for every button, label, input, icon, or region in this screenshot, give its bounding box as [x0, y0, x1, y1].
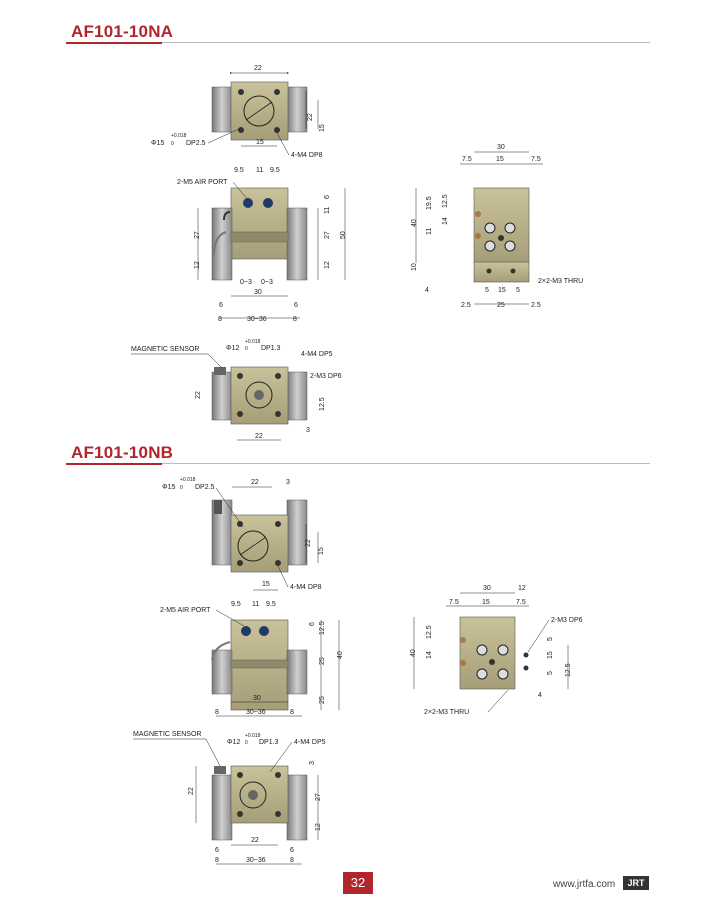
nb-front-dim-40: 40: [337, 651, 344, 659]
nb-bottom-dim-3036: 30~36: [246, 857, 266, 864]
nb-air-port: 2-M5 AIR PORT: [160, 607, 211, 614]
na-phi12-tol: +0.018: [245, 339, 261, 345]
na-m3-thru: 2×2-M3 THRU: [538, 278, 584, 285]
nb-side-dim-30: 30: [483, 585, 491, 592]
na-side-dim-11: 11: [426, 227, 433, 235]
nb-side-dim-125: 12.5: [426, 625, 433, 639]
na-top-dim-22v: 22: [307, 113, 314, 121]
na-side-view: [416, 152, 543, 304]
nb-side-dim-125b: 12.5: [565, 663, 572, 677]
nb-front-dim-95a: 9.5: [231, 601, 241, 608]
na-side-dim-25b: 2.5: [531, 302, 541, 309]
nb-bottom-dim-22v: 22: [188, 787, 195, 795]
na-front-dim-50: 50: [340, 231, 347, 239]
na-side-dim-25a: 2.5: [461, 302, 471, 309]
na-front-dim-11v: 11: [324, 206, 331, 214]
na-dp25: DP2.5: [186, 140, 206, 147]
nb-top-dim-22: 22: [251, 479, 259, 486]
na-top-dim-15: 15: [256, 139, 264, 146]
nb-side-dim-4: 4: [538, 692, 542, 699]
na-side-dim-195: 19.5: [426, 196, 433, 210]
na-front-dim-6: 6: [324, 195, 331, 199]
brand-logo: JRT: [623, 876, 649, 890]
na-air-port: 2-M5 AIR PORT: [177, 179, 228, 186]
nb-m3-dp6: 2-M3 DP6: [551, 617, 583, 624]
na-side-dim-75b: 7.5: [531, 156, 541, 163]
nb-front-dim-30: 30: [253, 695, 261, 702]
na-bottom-dim-22v: 22: [195, 391, 202, 399]
nb-front-dim-8b: 8: [290, 709, 294, 716]
na-dp13: DP1.3: [261, 345, 281, 352]
na-front-dim-03a: 0~3: [240, 279, 252, 286]
na-phi15-tol: +0.018: [171, 133, 187, 139]
nb-phi12-tol0: 0: [245, 740, 248, 746]
na-front-dim-95b: 9.5: [270, 167, 280, 174]
nb-top-dim-15v: 15: [318, 547, 325, 555]
nb-bottom-dim-8b: 8: [290, 857, 294, 864]
na-bottom-dim-125: 12.5: [319, 397, 326, 411]
nb-front-dim-95b: 9.5: [266, 601, 276, 608]
na-m3-dp6: 2-M3 DP6: [310, 373, 342, 380]
na-side-dim-14: 14: [442, 217, 449, 225]
na-side-dim-15: 15: [496, 156, 504, 163]
na-bottom-view: [212, 367, 307, 440]
na-side-dim-5b: 5: [516, 287, 520, 294]
nb-front-dim-25: 25: [319, 657, 326, 665]
nb-bottom-dim-6b: 6: [290, 847, 294, 854]
nb-bottom-dim-27: 27: [315, 793, 322, 801]
section-title-af101-10nb: AF101-10NB: [71, 443, 174, 462]
na-m4-dp5: 4-M4 DP5: [301, 351, 333, 358]
nb-front-dim-11: 11: [252, 601, 260, 608]
nb-side-dim-15v: 15: [547, 651, 554, 659]
nb-front-dim-8a: 8: [215, 709, 219, 716]
nb-phi15: Φ15: [162, 484, 176, 491]
na-side-dim-40: 40: [411, 219, 418, 227]
nb-bottom-dim-8a: 8: [215, 857, 219, 864]
na-magnetic-sensor: MAGNETIC SENSOR: [131, 346, 200, 353]
na-side-dim-75a: 7.5: [462, 156, 472, 163]
nb-dp25: DP2.5: [195, 484, 215, 491]
na-phi15: Φ15: [151, 140, 165, 147]
na-front-dim-6a: 6: [219, 302, 223, 309]
nb-bottom-dim-3: 3: [309, 761, 316, 765]
na-side-dim-15b: 15: [498, 287, 506, 294]
na-front-view: [198, 188, 345, 318]
nb-side-dim-40: 40: [410, 649, 417, 657]
na-side-dim-10: 10: [411, 263, 418, 271]
nb-side-dim-5a: 5: [547, 637, 554, 641]
nb-bottom-dim-22: 22: [251, 837, 259, 844]
na-side-dim-25: 25: [497, 302, 505, 309]
na-front-dim-3036: 30~36: [247, 316, 267, 323]
na-phi12: Φ12: [226, 345, 240, 352]
page-number: 32: [343, 872, 373, 894]
na-front-dim-8b: 8: [293, 316, 297, 323]
na-phi15-tol0: 0: [171, 141, 174, 147]
nb-phi15-tol0: 0: [180, 485, 183, 491]
nb-magnetic-sensor: MAGNETIC SENSOR: [133, 731, 202, 738]
nb-m3-thru: 2×2-M3 THRU: [424, 709, 470, 716]
na-top-dim-22: 22: [254, 65, 262, 72]
nb-top-dim-22v: 22: [305, 539, 312, 547]
na-front-dim-11: 11: [256, 167, 264, 174]
nb-dp13: DP1.3: [259, 739, 279, 746]
na-side-dim-5a: 5: [485, 287, 489, 294]
na-front-dim-27b: 27: [324, 231, 331, 239]
nb-front-dim-125: 12.5: [319, 621, 326, 635]
nb-side-dim-75a: 7.5: [449, 599, 459, 606]
na-front-dim-12b: 12: [324, 261, 331, 269]
na-front-dim-8a: 8: [218, 316, 222, 323]
na-side-dim-30: 30: [497, 144, 505, 151]
na-front-dim-6b: 6: [294, 302, 298, 309]
nb-phi12: Φ12: [227, 739, 241, 746]
na-front-dim-30: 30: [254, 289, 262, 296]
nb-side-dim-5b: 5: [547, 671, 554, 675]
nb-side-dim-12: 12: [518, 585, 526, 592]
nb-front-dim-3036: 30~36: [246, 709, 266, 716]
nb-bottom-dim-6a: 6: [215, 847, 219, 854]
section-title-af101-10na: AF101-10NA: [71, 22, 174, 41]
nb-front-dim-25b: 25: [319, 696, 326, 704]
na-front-dim-27a: 27: [194, 231, 201, 239]
nb-side-view: [414, 593, 568, 689]
website-url[interactable]: www.jrtfa.com: [553, 879, 616, 890]
na-top-dim-15v: 15: [319, 124, 326, 132]
na-m4-dp8: 4-M4 DP8: [291, 152, 323, 159]
na-front-dim-03b: 0~3: [261, 279, 273, 286]
nb-front-dim-6: 6: [309, 622, 316, 626]
na-bottom-dim-3: 3: [306, 427, 310, 434]
nb-side-dim-15: 15: [482, 599, 490, 606]
nb-top-dim-15: 15: [262, 581, 270, 588]
nb-phi15-tol: +0.018: [180, 477, 196, 483]
nb-bottom-dim-12: 12: [315, 823, 322, 831]
nb-m4-dp5: 4-M4 DP5: [294, 739, 326, 746]
nb-top-dim-3: 3: [286, 479, 290, 486]
na-phi12-tol0: 0: [245, 346, 248, 352]
na-front-dim-12a: 12: [194, 261, 201, 269]
na-bottom-dim-22: 22: [255, 433, 263, 440]
nb-top-view: [212, 487, 318, 590]
na-front-dim-95a: 9.5: [234, 167, 244, 174]
na-side-dim-4: 4: [425, 287, 429, 294]
nb-side-dim-75b: 7.5: [516, 599, 526, 606]
nb-m4-dp8: 4-M4 DP8: [290, 584, 322, 591]
nb-phi12-tol: +0.018: [245, 733, 261, 739]
nb-side-dim-14: 14: [426, 651, 433, 659]
na-side-dim-125: 12.5: [442, 194, 449, 208]
na-top-view: [212, 73, 318, 146]
